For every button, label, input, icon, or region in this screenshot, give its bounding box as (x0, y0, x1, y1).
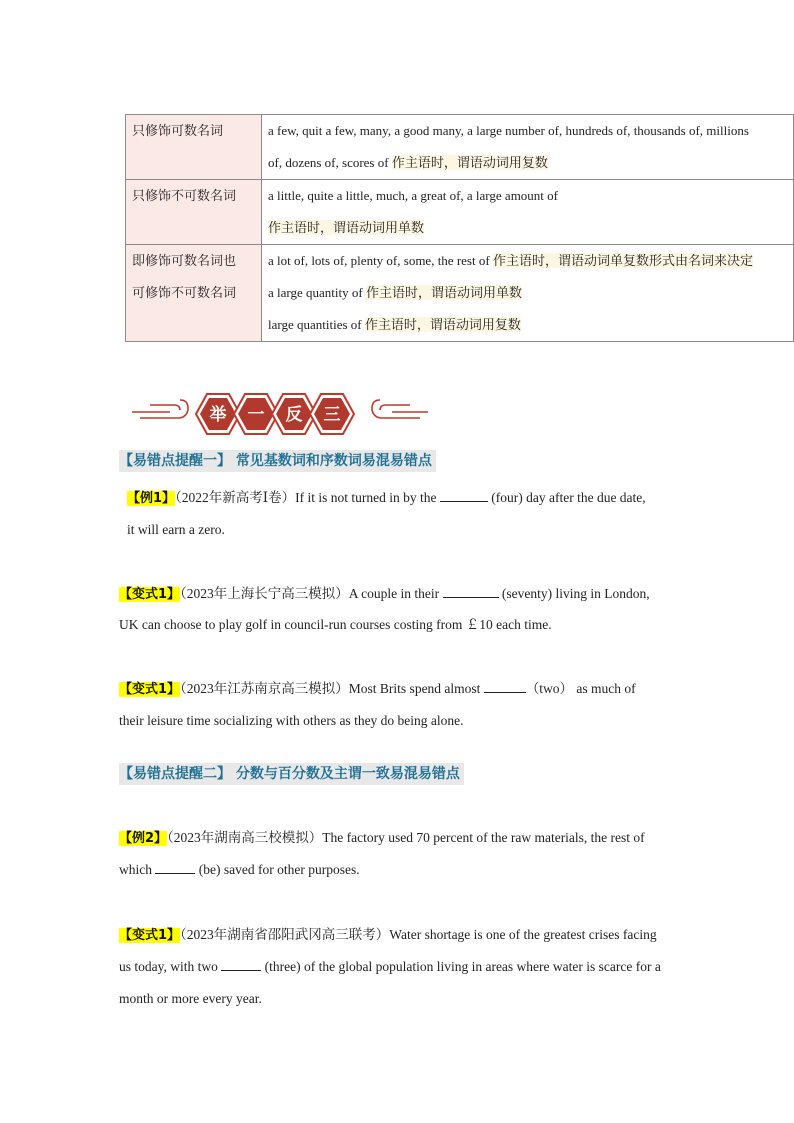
example-source: （2023年上海长宁高三模拟） (180, 586, 349, 601)
row-note: 作主语时，谓语动词用复数 (391, 155, 548, 170)
example-tag: 【例2】 (119, 831, 168, 846)
row-note: 作主语时，谓语动词用复数 (364, 317, 521, 332)
row-note: 作主语时，谓语动词单复数形式由名词来决定 (492, 253, 753, 268)
example-line: month or more every year. (119, 991, 262, 1006)
example-line: their leisure time socializing with others as they do being alone. (119, 713, 464, 728)
banner-left-ornament (132, 400, 188, 418)
row-value-cell (262, 115, 794, 180)
row-label: 可修饰不可数名词 (132, 285, 237, 300)
row-label-cell (126, 245, 262, 342)
example-tag: 【变式1】 (119, 928, 181, 943)
row-text: large quantities of (268, 317, 365, 332)
banner-char: 三 (323, 405, 341, 425)
row-note: 作主语时，谓语动词用单数 (268, 220, 425, 235)
quantifier-table (125, 114, 794, 342)
example-source: （2023年江苏南京高三模拟） (180, 681, 349, 696)
example-line: 【例2】（2023年湖南高三校模拟）The factory used 70 percent of the raw materials, the rest of (119, 830, 645, 846)
table-row (126, 180, 794, 245)
table-row (126, 245, 794, 342)
example-line: which (be) saved for other purposes. (119, 862, 360, 877)
row-value-cell (262, 245, 794, 342)
example-source: （2023年湖南高三校模拟） (167, 830, 323, 845)
banner-char: 举 (209, 405, 227, 425)
row-note: 作主语时，谓语动词用单数 (365, 285, 522, 300)
row-label-cell (126, 180, 262, 245)
example-line: 【变式1】（2023年湖南省邵阳武冈高三联考）Water shortage is one of the greatest crises facing (119, 927, 657, 943)
section-header: 【易错点提醒二】 分数与百分数及主谓一致易混易错点 (119, 763, 464, 785)
example-line: 【变式1】（2023年江苏南京高三模拟）Most Brits spend almost （two） as much of (119, 681, 636, 697)
table-row (126, 115, 794, 180)
row-text: a few, quit a few, many, a good many, a large number of, hundreds of, thousands of, millions (268, 123, 749, 138)
example-tag: 【例1】 (127, 491, 176, 506)
row-text: a large quantity of (268, 285, 366, 300)
example-line: it will earn a zero. (127, 522, 225, 537)
row-text: of, dozens of, scores of (268, 155, 392, 170)
example-line: 【变式1】（2023年上海长宁高三模拟）A couple in their (seventy) living in London, (119, 586, 650, 602)
example-tag: 【变式1】 (119, 587, 181, 602)
answer-blank[interactable] (440, 489, 488, 502)
example-tag: 【变式1】 (119, 682, 181, 697)
row-label: 即修饰可数名词也 (132, 253, 237, 268)
example-source: （2022年新高考Ⅰ卷） (175, 490, 296, 505)
row-label: 只修饰不可数名词 (132, 188, 237, 203)
answer-blank[interactable] (221, 958, 261, 971)
section-header: 【易错点提醒一】 常见基数词和序数词易混易错点 (119, 450, 436, 472)
answer-blank[interactable] (155, 861, 195, 874)
answer-blank[interactable] (443, 585, 499, 598)
banner-char: 反 (285, 405, 303, 425)
row-label: 只修饰可数名词 (132, 123, 224, 138)
example-line: 【例1】（2022年新高考Ⅰ卷）If it is not turned in by the (four) day after the due date, (127, 490, 646, 506)
banner-char: 一 (247, 405, 265, 425)
answer-blank[interactable] (484, 680, 526, 693)
section-banner (130, 388, 430, 440)
row-text: a little, quite a little, much, a great of, a large amount of (268, 188, 558, 203)
example-line: us today, with two (three) of the global population living in areas where water is scarce for a (119, 959, 661, 974)
row-label-cell (126, 115, 262, 180)
banner-right-ornament (372, 400, 428, 418)
example-source: （2023年湖南省邵阳武冈高三联考） (180, 927, 390, 942)
example-line: UK can choose to play golf in council-run courses costing from ￡10 each time. (119, 617, 552, 632)
row-value-cell (262, 180, 794, 245)
row-text: a lot of, lots of, plenty of, some, the rest of (268, 253, 493, 268)
